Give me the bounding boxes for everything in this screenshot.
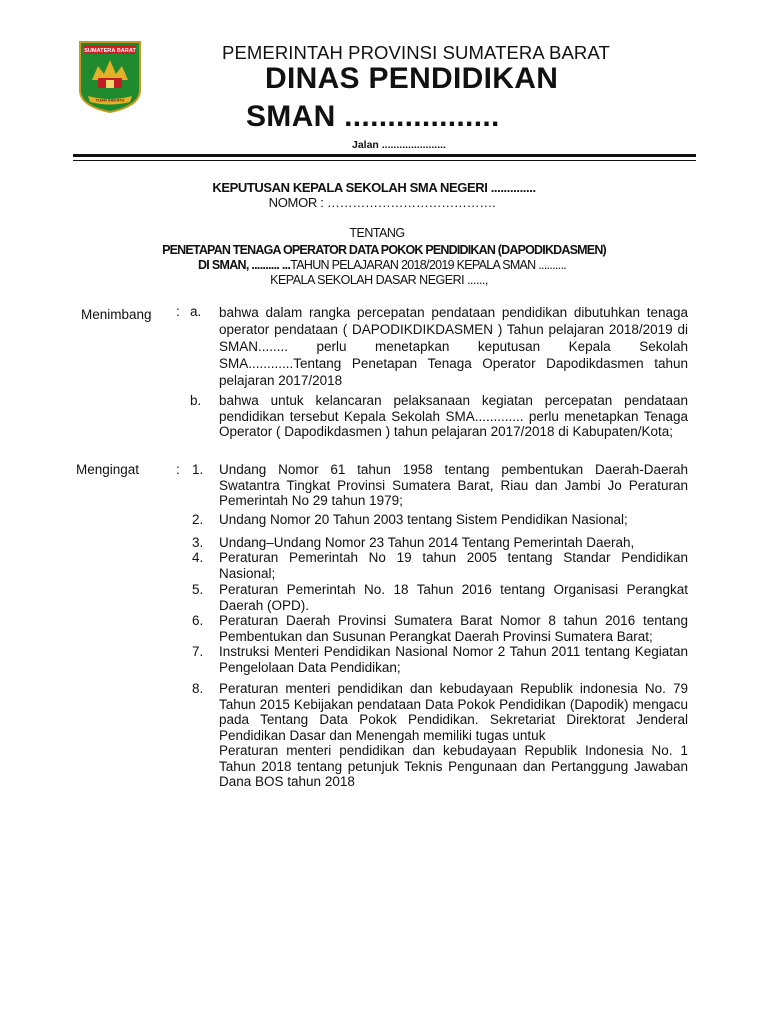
mengingat-item-3-num: 3.: [192, 535, 204, 550]
mengingat-item-3-text: Undang–Undang Nomor 23 Tahun 2014 Tentang Pemerintah Daerah,: [219, 535, 635, 550]
mengingat-item-5-num: 5.: [192, 582, 204, 597]
letterhead-rule-thin: [73, 160, 696, 161]
mengingat-item-2-num: 2.: [192, 512, 204, 527]
menimbang-item-b-text: bahwa untuk kelancaran pelaksanaan kegiatan percepatan pendataan pendidikan tersebut Kepala Sekolah SMA............. perlu menetapkan Tenaga Operator ( Dapodikdasmen ) tahun pelajaran 2017/2018 di Kabupaten/Kota;: [219, 393, 688, 439]
letterhead-rule-thick: [73, 154, 696, 157]
subject-line-3: KEPALA SEKOLAH DASAR NEGERI ......,: [270, 273, 488, 287]
decision-title: KEPUTUSAN KEPALA SEKOLAH SMA NEGERI ..............: [212, 180, 536, 195]
letterhead-school: SMAN ..................: [246, 100, 500, 133]
province-emblem-logo: [78, 40, 142, 114]
menimbang-item-a-num: a.: [190, 304, 202, 319]
mengingat-item-8-text: Peraturan menteri pendidikan dan kebudayaan Republik indonesia No. 79 Tahun 2015 Kebijakan pendataan Data Pokok Pendidikan (Dapodik) mengacu pada Tentang Data Pokok Pendidikan. Sekretariat Direktorat Jenderal Pendidikan Dasar dan Menengah memiliki tugas untuk: [219, 681, 688, 743]
menimbang-item-b-num: b.: [190, 393, 202, 408]
mengingat-item-8-text-2: Peraturan menteri pendidikan dan kebudayaan Republik Indonesia No. 1 Tahun 2018 tentang petunjuk Teknis Pengunaan dan Pertanggung Jawaban Dana BOS tahun 2018: [219, 743, 688, 789]
mengingat-label: Mengingat: [76, 462, 140, 477]
decision-number: NOMOR : ………………………………….: [268, 195, 496, 210]
mengingat-item-8-num: 8.: [192, 681, 204, 696]
mengingat-colon: :: [176, 462, 180, 477]
mengingat-item-6-text: Peraturan Daerah Provinsi Sumatera Barat Nomor 8 tahun 2016 tentang Pembentukan dan Susunan Perangkat Daerah Provinsi Sumatera Barat;: [219, 613, 688, 644]
subject-line-2-bold: DI SMAN, .......... ...: [197, 258, 291, 272]
subject-line-2-rest: TAHUN PELAJARAN 2018/2019 KEPALA SMAN ..........: [290, 258, 567, 272]
menimbang-colon: :: [176, 304, 180, 319]
subject-line-1: PENETAPAN TENAGA OPERATOR DATA POKOK PENDIDIKAN (DAPODIKDASMEN): [162, 243, 606, 257]
mengingat-item-1-text: Undang Nomor 61 tahun 1958 tentang pembentukan Daerah-Daerah Swatantra Tingkat Provinsi Sumatera Barat, Riau dan Jambi Jo Peraturan Pemerintah No 29 tahun 1979;: [219, 462, 688, 508]
mengingat-item-7-num: 7.: [192, 644, 204, 659]
mengingat-item-4-num: 4.: [192, 550, 204, 565]
mengingat-item-1-num: 1.: [192, 462, 204, 477]
logo-ribbon-text: TUAH SAKATO: [95, 97, 125, 103]
letterhead-government: PEMERINTAH PROVINSI SUMATERA BARAT: [222, 42, 610, 63]
letterhead-agency: DINAS PENDIDIKAN: [265, 62, 559, 95]
logo-banner-text: SUMATERA BARAT: [84, 48, 136, 54]
letterhead-address: Jalan ......................: [352, 139, 446, 151]
mengingat-item-2-text: Undang Nomor 20 Tahun 2003 tentang Sistem Pendidikan Nasional;: [219, 512, 628, 527]
mengingat-item-5-text: Peraturan Pemerintah No. 18 Tahun 2016 tentang Organisasi Perangkat Daerah (OPD).: [219, 582, 688, 613]
subject-line-2: [0, 258, 766, 272]
tentang-heading: TENTANG: [349, 226, 405, 240]
menimbang-label: Menimbang: [81, 307, 152, 322]
mengingat-item-4-text: Peraturan Pemerintah No 19 tahun 2005 tentang Standar Pendidikan Nasional;: [219, 550, 688, 581]
mengingat-item-6-num: 6.: [192, 613, 204, 628]
menimbang-item-a-text: bahwa dalam rangka percepatan pendataan pendidikan dibutuhkan tenaga operator pendataan ( DAPODIKDIKDASMEN ) Tahun pelajaran 2018/2019 di SMAN........ perlu menetapkan keputusan Kepala Sekolah SMA............Tentang Penetapan Tenaga Operator Dapodikdasmen tahun pelajaran 2017/2018: [219, 305, 688, 388]
mengingat-item-7-text: Instruksi Menteri Pendidikan Nasional Nomor 2 Tahun 2011 tentang Kegiatan Pengelolaan Data Pendidikan;: [219, 644, 688, 675]
